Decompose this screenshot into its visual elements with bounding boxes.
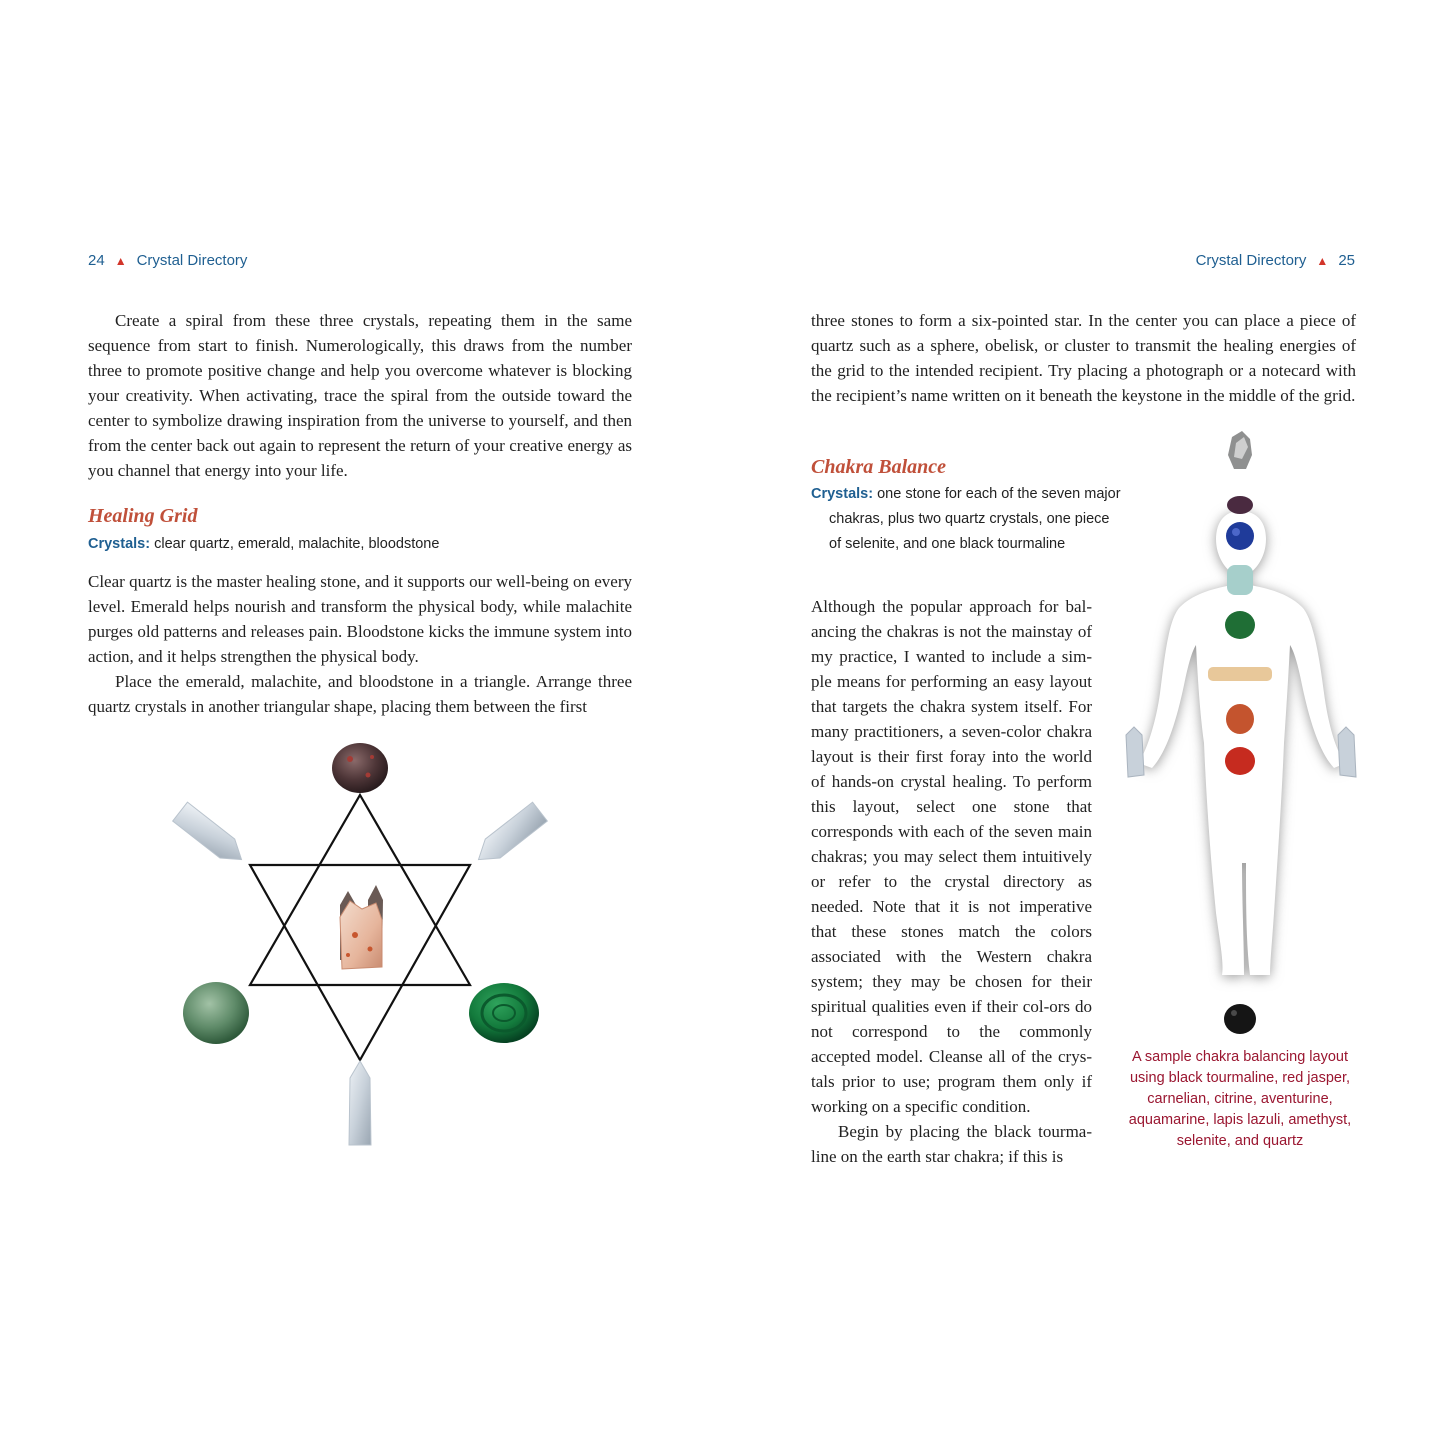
bloodstone-icon xyxy=(332,743,388,793)
malachite-icon xyxy=(469,983,539,1043)
lapis-highlight xyxy=(1232,528,1240,536)
triangle-marker-icon: ▲ xyxy=(1316,253,1329,268)
crystals-line-healing-grid xyxy=(88,532,648,557)
red-jasper-icon xyxy=(1225,747,1255,775)
emerald-icon xyxy=(183,982,249,1044)
intro-paragraph-block xyxy=(88,308,632,483)
quartz-point-upper-left-icon xyxy=(173,802,249,869)
healing-paragraph-1: Clear quartz is the master healing stone, and it supports our well-being on every level. Emerald helps nourish and transform the physical body, while malachite purges old patterns and releases pain. Bloodstone kicks the immune system into action, and it helps strengthen the physical body. xyxy=(88,572,632,666)
chakra-balance-body xyxy=(811,594,1092,1169)
chakra-paragraph-1: Although the popular approach for bal-ancing the chakras is not the mainstay of my practice, I wanted to include a sim-ple means for performing an easy layout that targets the chakra system itself. For many practitioners, a seven-color chakra layout is their first foray into the world of hands-on crystal healing. To perform this layout, select one stone that corresponds with each of the seven main chakras; you may select them intuitively or refer to the crystal directory as needed. Note that it is not imperative that these stones match the colors associated with the Western chakra system; they may be chosen for their spiritual qualities even if their col-ors do not correspond to the commonly accepted model. Cleanse all of the crys-tals prior to use; program them only if working on a specific condition. xyxy=(811,597,1092,1116)
aquamarine-icon xyxy=(1227,565,1253,595)
black-tourmaline-icon xyxy=(1224,1004,1256,1034)
carnelian-icon xyxy=(1226,704,1254,734)
lapis-lazuli-icon xyxy=(1226,522,1254,550)
aventurine-icon xyxy=(1225,611,1255,639)
continued-paragraph-block xyxy=(811,308,1356,408)
intro-paragraph: Create a spiral from these three crystals, repeating them in the same sequence from start to finish. Numerologically, this draws from the number three to promote positive change and help you overcome whatever is blocking your creativity. When activating, trace the spiral from the outside toward the center to symbolize drawing inspiration from the universe to yourself, and then from the center back out again to represent the return of your creative energy as you channel that energy into your life. xyxy=(88,311,632,480)
page-number: 24 xyxy=(88,252,105,269)
section-title-healing-grid: Healing Grid xyxy=(88,505,198,527)
triangle-marker-icon: ▲ xyxy=(114,253,127,268)
center-quartz-cluster-icon xyxy=(340,885,383,969)
crystals-list: clear quartz, emerald, malachite, bloodstone xyxy=(154,536,440,552)
quartz-right-hand-icon xyxy=(1338,727,1356,777)
section-title-chakra-balance: Chakra Balance xyxy=(811,456,947,478)
chakra-layout-illustration xyxy=(1120,425,1360,1045)
quartz-crown-icon xyxy=(1228,431,1252,469)
running-head-title: Crystal Directory xyxy=(136,252,248,269)
healing-paragraph-2: Place the emerald, malachite, and bloodstone in a triangle. Arrange three quartz crystals in another triangular shape, placing them between the first xyxy=(88,672,632,716)
quartz-point-bottom-icon xyxy=(349,1061,371,1145)
right-running-head xyxy=(1196,252,1355,269)
left-running-head xyxy=(88,252,247,269)
selenite-bar-icon xyxy=(1208,667,1272,681)
chakra-paragraph-2: Begin by placing the black tourma-line on the earth star chakra; if this is xyxy=(811,1122,1092,1166)
crystals-line-chakra-balance xyxy=(811,482,1123,557)
continued-paragraph: three stones to form a six-pointed star. In the center you can place a piece of quartz such as a sphere, obelisk, or cluster to transmit the healing energies of the grid to the intended recipient. Try placing a photograph or a notecard with the recipient’s name written on it beneath the keystone in the middle of the grid. xyxy=(811,311,1356,405)
crystals-list: one stone for each of the seven major chakras, plus two quartz crystals, one piece of selenite, and one black tourmaline xyxy=(829,486,1121,552)
tourmaline-highlight xyxy=(1231,1010,1237,1016)
quartz-left-hand-icon xyxy=(1126,727,1144,777)
right-page xyxy=(720,0,1440,1440)
crystals-label: Crystals: xyxy=(88,536,151,552)
running-head-title: Crystal Directory xyxy=(1195,252,1307,269)
quartz-point-upper-right-icon xyxy=(471,802,547,869)
amethyst-icon xyxy=(1227,496,1253,514)
page-number: 25 xyxy=(1338,252,1355,269)
healing-grid-illustration xyxy=(150,735,570,1155)
healing-grid-body xyxy=(88,569,632,719)
figure-caption: A sample chakra balancing layout using black tourmaline, red jasper, carnelian, citrine, aventurine, aquamarine, lapis lazuli, amethyst, selenite, and quartz xyxy=(1128,1049,1352,1149)
crystals-label: Crystals: xyxy=(811,486,874,502)
